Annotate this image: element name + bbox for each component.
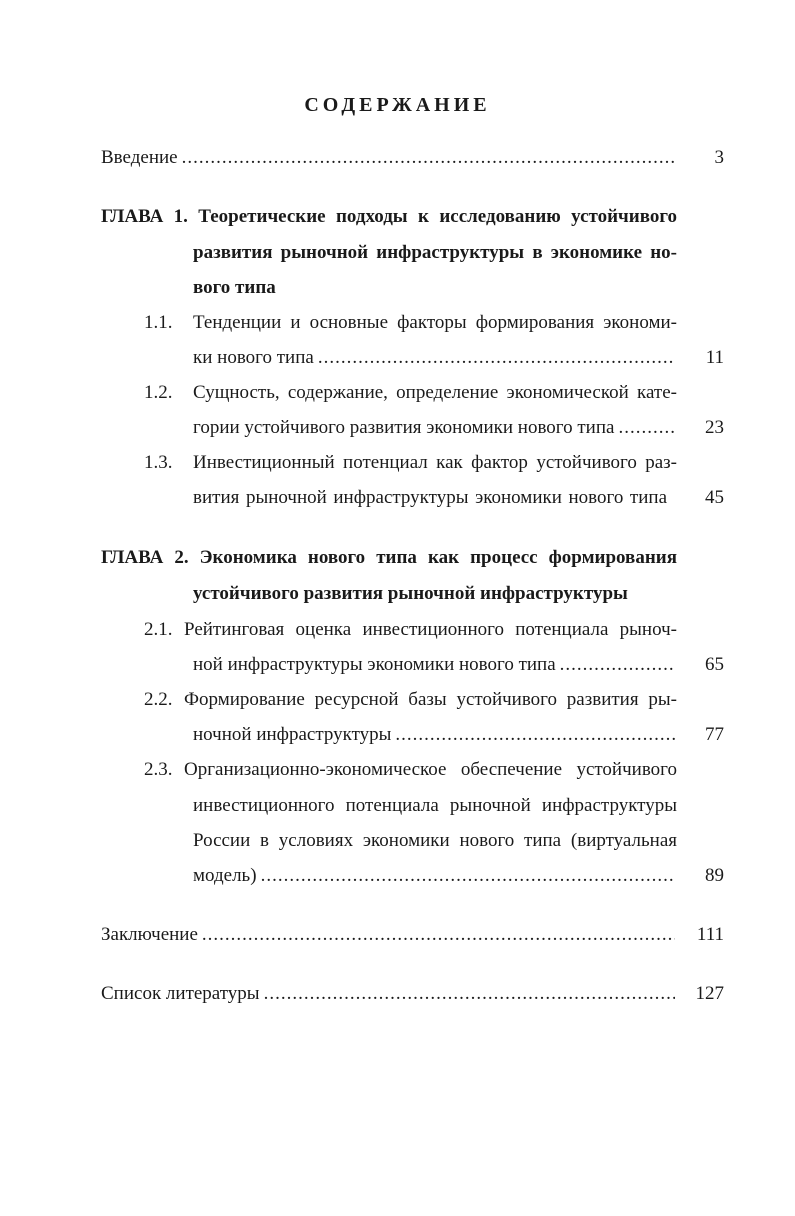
dot-leader xyxy=(182,146,675,170)
toc-page-number: 11 xyxy=(705,347,724,368)
toc-page-number: 65 xyxy=(705,654,724,675)
section-1-2-line-1[interactable]: Сущность, содержание, определение экономической кате- xyxy=(193,382,677,403)
section-1-1-line-1[interactable]: Тенденции и основные факторы формирования экономи- xyxy=(193,312,677,333)
chapter-1-title-line-2[interactable]: развития рыночной инфраструктуры в экономике но- xyxy=(193,242,677,263)
dot-leader xyxy=(560,653,675,677)
chapter-2-title-line-2[interactable]: устойчивого развития рыночной инфраструктуры xyxy=(193,583,628,604)
section-number: 2.1. xyxy=(144,619,173,640)
section-number: 1.2. xyxy=(144,382,173,403)
section-title-text: ной инфраструктуры экономики нового типа xyxy=(193,654,556,675)
toc-page-number: 3 xyxy=(714,147,724,168)
section-title-text: гории устойчивого развития экономики нового типа xyxy=(193,417,615,438)
section-number: 2.3. xyxy=(144,759,173,780)
dot-leader xyxy=(202,923,675,947)
dot-leader xyxy=(264,982,675,1006)
toc-page-number: 77 xyxy=(705,724,724,745)
dot-leader xyxy=(395,723,675,747)
section-title-text: модель) xyxy=(193,865,257,886)
section-number: 1.1. xyxy=(144,312,173,333)
dot-leader xyxy=(261,864,675,888)
toc-entry-label: Список литературы xyxy=(101,983,260,1004)
section-2-1-line-2[interactable] xyxy=(193,653,675,677)
dot-leader xyxy=(618,416,675,440)
toc-entry-bibliography[interactable] xyxy=(101,982,675,1006)
section-2-3-line-3[interactable]: России в условиях экономики нового типа (виртуальная xyxy=(193,830,677,851)
toc-entry-intro[interactable] xyxy=(101,146,675,170)
section-number: 1.3. xyxy=(144,452,173,473)
section-title-text: ки нового типа xyxy=(193,347,314,368)
section-1-2-line-2[interactable] xyxy=(193,416,675,440)
toc-page-number: 89 xyxy=(705,865,724,886)
toc-page-number: 23 xyxy=(705,417,724,438)
section-2-3-line-4[interactable] xyxy=(193,864,675,888)
toc-page-number: 127 xyxy=(695,983,724,1004)
chapter-1-title-line-1[interactable]: ГЛАВА 1. Теоретические подходы к исследованию устойчивого xyxy=(101,206,677,227)
section-1-1-line-2[interactable] xyxy=(193,346,675,370)
section-1-3-line-2[interactable]: вития рыночной инфраструктуры экономики нового типа xyxy=(193,487,667,508)
page-title: СОДЕРЖАНИЕ xyxy=(304,94,491,116)
chapter-1-title-line-3[interactable]: вого типа xyxy=(193,277,276,298)
toc-entry-conclusion[interactable] xyxy=(101,923,675,947)
chapter-2-title-line-1[interactable]: ГЛАВА 2. Экономика нового типа как процесс формирования xyxy=(101,547,677,568)
toc-entry-label: Заключение xyxy=(101,924,198,945)
section-2-3-line-2[interactable]: инвестиционного потенциала рыночной инфраструктуры xyxy=(193,795,677,816)
section-title-text: ночной инфраструктуры xyxy=(193,724,392,745)
dot-leader xyxy=(318,346,675,370)
toc-page-number: 111 xyxy=(696,924,724,945)
section-1-3-line-1[interactable]: Инвестиционный потенциал как фактор устойчивого раз- xyxy=(193,452,677,473)
section-2-3-line-1[interactable]: Организационно-экономическое обеспечение устойчивого xyxy=(184,759,677,780)
section-2-2-line-1[interactable]: Формирование ресурсной базы устойчивого развития ры- xyxy=(184,689,677,710)
toc-page-number: 45 xyxy=(705,487,724,508)
section-2-2-line-2[interactable] xyxy=(193,723,675,747)
section-2-1-line-1[interactable]: Рейтинговая оценка инвестиционного потенциала рыноч- xyxy=(184,619,677,640)
toc-entry-label: Введение xyxy=(101,147,178,168)
section-number: 2.2. xyxy=(144,689,173,710)
